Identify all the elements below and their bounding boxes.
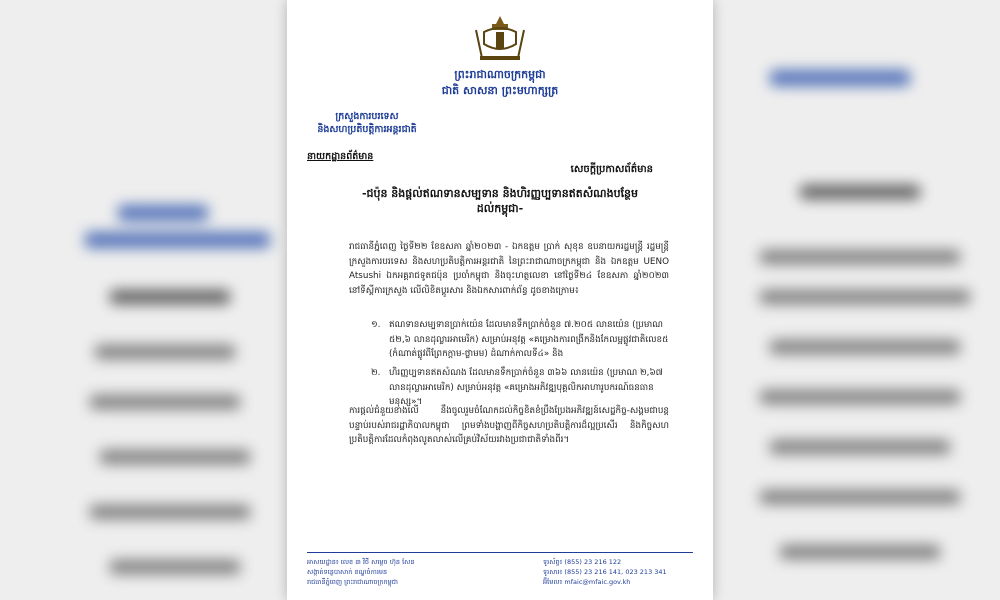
email-address: អ៊ីមែល៖ mfaic@mfaic.gov.kh: [543, 578, 631, 586]
address-line: រាជធានីភ្នំពេញ ព្រះរាជាណាចក្រកម្ពុជា: [307, 578, 398, 586]
ministry-name: [307, 110, 427, 136]
kingdom-heading: ព្រះរាជាណាចក្រកម្ពុជា: [454, 68, 546, 81]
address-line: អាសយដ្ឋាន៖ លេខ ៣ វិថី សម្តេច ហ៊ុន សែន: [307, 558, 415, 566]
body-paragraph-2: ការផ្តល់ជំនួយខាងលើ នឹងចូលរួមចំណែកដល់កិច្ចខិតខំប្រឹងប្រែងអភិវឌ្ឍន៍សេដ្ឋកិច្ច-សង្គមជាបន្តបន្ទាប់របស់រាជរដ្ឋាភិបាលកម្ពុជា ព្រមទាំងបង្ហាញពីកិច្ចសហប្រតិបត្តិការដ៏ល្អប្រសើរ និងកិច្ចសហប្រតិបត្តិការដែលកំពុងលូតលាស់លើគ្រប់វិស័យរវាងប្រជាជាតិទាំងពីរ។: [349, 406, 669, 445]
address-line: សង្កាត់ទន្លេបាសាក់ ខណ្ឌចំការមន: [307, 568, 388, 576]
ministry-line-2: និងសហប្រតិបត្តិការអន្តរជាតិ: [317, 124, 417, 135]
list-item-text: ហិរញ្ញប្បទានឥតសំណង ដែលមានទឹកប្រាក់ចំនួន ៣៦៦ លានយ៉េន (ប្រមាណ ២,៦៧ លានដុល្លារអាមេរិក) សម្រាប់អនុវត្ត «គម្រោងអភិវឌ្ឍបុគ្គលិកអាហារូបករណ៍ធនធានមនុស្ស»។: [389, 368, 663, 407]
press-release-label: សេចក្តីប្រកាសព័ត៌មាន: [570, 164, 653, 175]
royal-coat-of-arms-icon: [470, 14, 530, 62]
list-item-number: ១.: [371, 320, 381, 330]
list-item-text: ឥណទានសម្បទានប្រាក់យ៉េន ដែលមានទឹកប្រាក់ចំនួន ៧.២០៥ លានយ៉េន (ប្រមាណ ៥២,៦ លានដុល្លារអាមេរិក) សម្រាប់អនុវត្ត «គម្រោងការពង្រីកនិងកែលម្អផ្លូវជាតិលេខ៥ (កំណាត់ផ្លូវពីព្រែកក្តាម-ថ្លាមម) ដំណាក់កាលទី៤» និង: [389, 320, 669, 359]
title-line-2: ដល់កម្ពុជា-: [476, 202, 524, 215]
document-footer: [307, 552, 693, 586]
department-name: នាយកដ្ឋានព័ត៌មាន: [307, 151, 374, 162]
national-motto: ជាតិ សាសនា ព្រះមហាក្សត្រ: [441, 84, 559, 97]
footer-contacts: [543, 557, 693, 587]
phone-number: ទូរស័ព្ទ៖ (855) 23 216 122: [543, 558, 622, 566]
list-item: [349, 366, 669, 410]
body-paragraph-1: រាជធានីភ្នំពេញ ថ្ងៃទី២២ ខែឧសភា ឆ្នាំ២០២៣ - ឯកឧត្តម ប្រាក់ សុខុន ឧបនាយករដ្ឋមន្ត្រី រដ្ឋមន្ត្រីក្រសួងការបរទេស និងសហប្រតិបត្តិការអន្តរជាតិ នៃព្រះរាជាណាចក្រកម្ពុជា និង ឯកឧត្តម UENO Atsushi ឯកអគ្គរាជទូតជប៉ុន ប្រចាំកម្ពុជា និងចុះហត្ថលេខា នៅថ្ងៃទី២៤ ខែឧសភា ឆ្នាំ២០២៣ នៅទីស្តីការក្រសួង លើលិខិតប្តូរសារ និងឯកសារពាក់ព័ន្ធ ដូចខាងក្រោម៖: [349, 242, 669, 296]
footer-address: [307, 557, 517, 587]
fax-number: ទូរសារ៖ (855) 23 216 141, 023 213 341: [543, 568, 667, 576]
title-line-1: -ជប៉ុន និងផ្តល់ឥណទានសម្បទាន និងហិរញ្ញប្បទានឥតសំណងបន្ថែម: [361, 187, 639, 200]
ministry-line-1: ក្រសួងការបរទេស: [335, 111, 399, 122]
list-item-number: ២.: [371, 368, 381, 378]
document-title: [327, 186, 673, 216]
list-item: [349, 318, 669, 362]
press-release-document: [287, 0, 713, 600]
